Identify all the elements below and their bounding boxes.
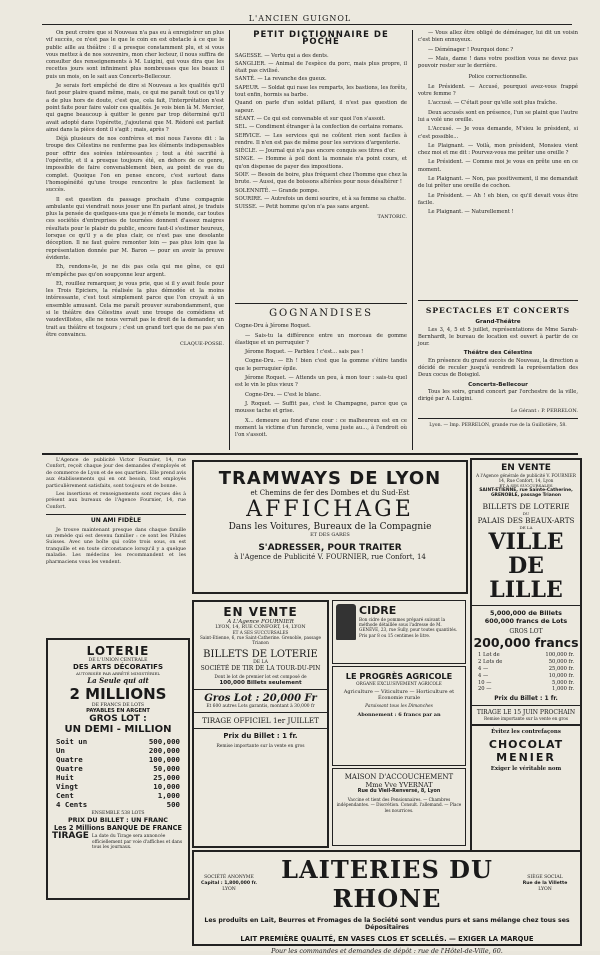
column-rule bbox=[229, 30, 230, 450]
joke-paragraph: — Déménager ! Pourquoi donc ? bbox=[428, 46, 514, 53]
dictionary-entry: SANTÉ. — La revanche des gueux. bbox=[235, 76, 327, 83]
joke-paragraph: Le Plaignant. — Non, pas positivement, il me demandait de lui prêter une oreille de cochon. bbox=[418, 176, 578, 190]
en-vente-agence: A L'Agence FOURNIER bbox=[227, 619, 294, 625]
bottle-icon bbox=[336, 604, 356, 640]
laiteries-siege-city: LYON bbox=[538, 887, 552, 892]
en-vente-addr: LYON, 14, RUE CONFORT, 14, LYON bbox=[215, 625, 306, 630]
lille-lots-list bbox=[472, 650, 580, 695]
billets-heading: BILLETS DE LOTERIE bbox=[203, 649, 318, 660]
divider bbox=[194, 728, 327, 729]
progres-agricole-ad bbox=[332, 666, 466, 766]
menier-name: MENIER bbox=[496, 751, 556, 765]
dictionary-entry: Quand on parle d'un soldat pillard, il n'est pas question de sapeur. bbox=[235, 100, 407, 114]
lille-succ: ET A SES SUCCURSALES bbox=[499, 483, 553, 489]
ami-fidele-text: Je trouve maintenant presque dans chaque famille un remède qui est devenu familier : ce sont les Pilules Suisses. Avec une boîte qui coûte trois sous, on est tranquille et en toute circonstance lorsqu'il y a quelque maladie. Les médecins les recommandent et les pharmaciens vous les vendent. bbox=[46, 527, 186, 565]
dictionary-entry: SAGESSE. — Vertu qui a des dents. bbox=[235, 52, 329, 59]
laiteries-line2: LAIT PREMIÈRE QUALITÉ, EN VASES CLOS ET SCELLÉS. — EXIGER LA MARQUE bbox=[240, 935, 534, 943]
gognandises-paragraph: Cogne-Dru. — Eh ! bien c'est que la gomme s'étire tandis que le perruquier épile. bbox=[235, 358, 407, 372]
lot-row bbox=[56, 755, 180, 764]
loterie-title: LOTERIE bbox=[86, 644, 150, 658]
lille-gros: GROS LOT bbox=[509, 628, 543, 636]
tramways-sub: et Chemins de fer des Dombes et du Sud-Est bbox=[250, 489, 410, 497]
lot-value: 1,000 fr. bbox=[552, 686, 574, 693]
celestins-text: En présence du grand succès de Nouveau, la direction a décidé de reculer jusqu'à vendredi la représentation des Deux cocus de Boisgiol. bbox=[418, 357, 578, 379]
loterie-union: DE L'UNION CENTRALE bbox=[88, 658, 148, 663]
tour-remise: Remise importante sur la vente en gros bbox=[216, 744, 305, 749]
tramways-adresser: S'ADRESSER, POUR TRAITER bbox=[258, 543, 402, 553]
grand-theatre-text: Les 3, 4, 5 et 5 juillet, représentations de Mme Sarah-Bernhardt, le bureau de location est ouvert à partir de ce jour. bbox=[418, 326, 578, 348]
grand-theatre-heading: Grand-Théâtre bbox=[475, 319, 521, 326]
lot-row bbox=[478, 652, 574, 659]
loterie-lots-list bbox=[48, 735, 188, 811]
lot-label: 4 — bbox=[478, 666, 489, 672]
column-rule bbox=[412, 30, 413, 450]
lot-label: 10 — bbox=[478, 679, 492, 686]
lot-label: 4 Cents bbox=[56, 800, 88, 809]
lille-billets: BILLETS DE LOTERIE bbox=[482, 502, 570, 512]
lot-label: Quatre bbox=[56, 755, 83, 764]
bellecour-text: Tous les soirs, grand concert par l'orchestre de la ville, dirigé par A. Luigini. bbox=[418, 388, 578, 403]
laiteries-right bbox=[514, 875, 576, 893]
billets-de-la: DE LA bbox=[253, 660, 268, 665]
tour-tirage: TIRAGE OFFICIEL 1er JUILLET bbox=[202, 716, 319, 725]
societe-name: SOCIÉTÉ DE TIR DE LA TOUR-DU-PIN bbox=[200, 665, 321, 672]
fournier-agency-ad bbox=[46, 458, 186, 614]
gognandises-section bbox=[235, 308, 407, 450]
loterie-garantis: Les 2 Millions BANQUE DE FRANCE bbox=[53, 824, 183, 832]
printer-line: Lyon. — Imp. PERRELON, grande rue de la Guillotière, 58. bbox=[429, 422, 567, 428]
lot-row bbox=[56, 746, 180, 755]
societe-compose: Dont le lot de premier lot est composé de bbox=[214, 675, 307, 680]
lot-row bbox=[478, 686, 574, 693]
dictionary-entry: SUISSE. — Petit homme qu'on n'a pas sans argent. bbox=[235, 204, 370, 211]
progres-agri: Agriculture — Viticulture — Horticulture et Économie rurale bbox=[343, 689, 455, 701]
laiteries-line3: Pour les commandes et demandes de dépôt : rue de l'Hôtel-de-Ville, 60. bbox=[271, 947, 503, 955]
lot-value: 50,000 fr. bbox=[548, 659, 574, 666]
en-vente-succ: ET A SES SUCCURSALES bbox=[232, 630, 289, 635]
cidre-block bbox=[333, 601, 465, 643]
loterie-payables: PAYABLES EN ARGENT bbox=[86, 708, 150, 714]
laiteries-siege-addr: Rue de la Villette bbox=[522, 881, 568, 886]
progres-organe: ORGANE EXCLUSIVEMENT AGRICOLE bbox=[356, 681, 442, 686]
page-header: L'ANCIEN GUIGNOL bbox=[248, 14, 352, 23]
divider bbox=[418, 418, 578, 419]
lille-st: SAINT-ETIENNE, rue Sainte-Catherine, GRENOBLE, passage Trianon bbox=[479, 488, 573, 499]
jokes-column bbox=[418, 30, 578, 330]
lille-prix: Prix du Billet : 1 fr. bbox=[494, 695, 558, 703]
lot-value: 1,000 bbox=[157, 791, 180, 800]
divider bbox=[194, 712, 327, 713]
lille-palais: PALAIS DES BEAUX-ARTS bbox=[477, 516, 575, 526]
lille-gros-val: 200,000 francs bbox=[473, 635, 579, 651]
gognandises-paragraph: Cogne-Dru. — C'est le blanc. bbox=[245, 391, 321, 398]
joke-paragraph: Deux accusés sont en présence, l'un se plaint que l'autre lui a volé une oreille. bbox=[418, 109, 578, 123]
lot-label: 20 — bbox=[478, 686, 492, 693]
loterie-tirage-block bbox=[48, 832, 188, 853]
cidre-ad bbox=[332, 600, 466, 664]
lot-row bbox=[478, 680, 574, 687]
lot-row bbox=[478, 659, 574, 666]
joke-paragraph: — Mais, dame ! dans votre position vous ne devez pas pouvoir rester sur le derrière. bbox=[418, 55, 578, 70]
joke-paragraph: Le Plaignant. — Voilà, mon président, Monsieu vient chez moi et me dit : Pourvez-vous me prêter une oreille ? bbox=[418, 142, 578, 157]
lille-du: DU bbox=[522, 511, 530, 517]
lot-row bbox=[56, 773, 180, 782]
laiteries-lyon: LYON bbox=[222, 887, 236, 892]
progres-parait: Paraissant tous les Dimanches bbox=[365, 704, 433, 709]
gognandises-paragraph: Jérome Roquet. — Parbleu ! c'est... sais pas ! bbox=[245, 349, 364, 356]
section-rule bbox=[235, 303, 407, 304]
loterie-prix: PRIX DU BILLET : UN FRANC bbox=[67, 816, 168, 824]
lille-ville: VILLE DE LILLE bbox=[488, 529, 564, 604]
lot-value: 25,000 fr. bbox=[548, 666, 574, 672]
lot-row bbox=[56, 764, 180, 773]
ami-fidele-title: UN AMI FIDÈLE bbox=[90, 517, 142, 525]
laiteries-capital: Capital : 1,800,000 fr. bbox=[200, 881, 258, 886]
lille-billets-count: 5,000,000 de Billets bbox=[490, 609, 562, 618]
loterie-arts-decoratifs-ad bbox=[46, 638, 190, 900]
bellecour-heading: Concerts-Bellecour bbox=[468, 381, 528, 388]
gognandises-paragraph: — Sais-tu la différence entre un morceau de gomme élastique et un perruquier ? bbox=[235, 332, 407, 346]
tour-prix: Prix du Billet : 1 fr. bbox=[223, 732, 298, 740]
lille-lots-total: 600,000 francs de Lots bbox=[484, 617, 568, 626]
review-paragraph: Je serais fort empêché de dire si Nouveau a les qualités qu'il faut pour plaire quand même, mais, ce qui me paraît tout ce qu'il y a de plus hors de doute, c'est que, cela fait, l'interprétation n'est point faite pour faire valoir ces qualités. Je vois bien là M. Mercier, qui gagne beaucoup à quitter le genre par trop déterminé qu'il avait adopté dans l'opérette, j'ajouterai que M. Rédoré est parfait ainsi dans la pièce dont il s'agit ; mais, après ? bbox=[46, 83, 224, 133]
lot-row bbox=[56, 800, 180, 809]
lot-value: 500 bbox=[166, 800, 180, 809]
gognandises-paragraph: Cogne-Dru à Jérome Roquet. bbox=[235, 323, 311, 330]
dictionary-entry: SANGLIER. — Animal de l'espèce du porc, mais plus propre, il était pas civilisé. bbox=[235, 60, 407, 75]
review-paragraph: Il est question du passage prochain d'une compagnie ambulante qui viendrait nous jouer une En parlant ainsi, je traduis plus la pensée de quelques-uns que je n'émets le monde, car toutes ces sociétés d'entreprises de tournées donnent d'assez maigres résultats pour le plaisir du public, encore faut-il s'estimer heureux, lorsque ce qu'il y a de plus clair, ce n'est pas une desolante déception. Il ne faut guère remonter loin — pas plus loin que la représentation donnée par M. Baron — pour en avoir la preuve évidente. bbox=[46, 196, 224, 261]
societe-lots: 100,000 Billets seulement bbox=[219, 680, 302, 686]
dictionary-signature: TANTORIC. bbox=[377, 213, 407, 220]
lot-value: 10,000 bbox=[153, 782, 180, 791]
gognandises-title: GOGNANDISES bbox=[269, 308, 373, 319]
lot-row bbox=[56, 782, 180, 791]
lot-label: Un bbox=[56, 746, 65, 755]
tramways-dans: Dans les Voitures, Bureaux de la Compagnie bbox=[228, 522, 432, 532]
joke-paragraph: Le Plaignant. — Naturellement ! bbox=[428, 209, 514, 216]
header-rule bbox=[42, 24, 572, 25]
cidre-text: Bon cidre de pommes préparé suivant la méthode détaillée sous l'adresse de M. GENÈVE, 23, rue Sully, pour toutes quantités. Pris par 8 ou 15 centimes le litre. bbox=[359, 617, 458, 638]
dictionary-entry: SÉANT. — Ce qui est convenable et sur quoi l'on s'assoit. bbox=[235, 115, 386, 122]
dictionary-entry: SOURIRE. — Autrefois un demi sourire, et à sa femme sa chatte. bbox=[235, 195, 406, 202]
review-paragraph: Et, rouillez remarquer, je vous prie, que si il y avait foule pour les Trois Epiciers, la réalisée la plus démodée et la moins intéressante, c'est tout simplement parce que l'on croyait à un ensemble amusant. Cela me paraît prouver surabondamment, que si le théâtre des Célestins avait une troupe de comédiens et vaudevillistes, elle ne nous verrait pas le droit de la demander, un trait au théâtre et toujours ; c'est un grand tort que de ne pas s'en être convaincu. bbox=[46, 280, 224, 338]
lot-value: 5,000 fr. bbox=[552, 679, 574, 686]
maison-title: MAISON D'ACCOUCHEMENT bbox=[344, 773, 454, 781]
lot-row bbox=[478, 666, 574, 673]
joke-paragraph: Police correctionnelle. bbox=[468, 74, 528, 81]
lot-label: Soit un bbox=[56, 737, 88, 746]
dictionary-entry: SINGE. — Homme à poil dont la monnaie n'a point cours, et qu'on dispense de payer des impositions. bbox=[235, 156, 407, 170]
progres-abonnement: Abonnement : 6 francs par an bbox=[357, 712, 441, 718]
loterie-ensemble: ENSEMBLE 538 LOTS bbox=[91, 811, 145, 816]
lille-de-la: DE LA bbox=[519, 525, 533, 531]
lot-row bbox=[56, 737, 180, 746]
lot-label: Cent bbox=[56, 791, 74, 800]
cidre-title: CIDRE bbox=[359, 604, 397, 617]
laiteries-title: LAITERIES DU RHONE bbox=[281, 855, 493, 913]
lot-label: 1 Lot de bbox=[478, 652, 500, 659]
tour-gros-lot: Gros Lot : 20,000 Fr bbox=[204, 693, 317, 704]
fournier-text: L'Agence de publicité Victor Fournier, 14, rue Confort, reçoit chaque jour des demandes d'employés et de commerce de Lyon et de ses quartiers. Elle prend avis aux établissements qui en ont besoin, tout employés particulièrement satisfaits, sont toujours et de bonne. bbox=[46, 458, 186, 489]
joke-paragraph: L'Accusé. — Je vous demande, M'sieu le président, si c'est possible... bbox=[418, 126, 578, 140]
section-rule bbox=[418, 300, 578, 301]
gognandises-paragraph: Jérome Roquet. — Attends un peu, à mon tour : sais-tu quel est le vin le plus vieux ? bbox=[235, 375, 407, 389]
review-paragraph: Déjà plusieurs de nos confrères et moi nous l'avons dit : la troupe des Célestins ne renferme pas les éléments indispensables pour offrir des soirées intéressantes ; tout a été sacrifié à l'opérette, et il a presque toujours été, en dehors de ce genre, impossible de faire convenablement bien, au point de vue du complet. Quoique l'on en pense encore, c'est surtout dans l'homogénéité qu'une troupe rencontre le plus facilement le succès. bbox=[46, 136, 224, 194]
maison-text: Vaccine et tient des Pensionnaires. — Chambres indépendantes. — Discrétion. Consult. l'allemand. — Place les nourrices. bbox=[336, 797, 462, 813]
review-paragraph: On peut croire que si Nouveau n'a pas eu à enregistrer un plus vif succès, ce n'est pas le que le coin en est obstacle à ce que le public aille au théâtre : il a presque constamment plu, et si vous vous mettez à de nos souvenirs, mon cher lecteur, il nous suffira de consulter des renseignements à M. Luigini, qui vous dira que les recettes jours sont infiniment plus nombreuses que les beaux il puis un mois, on le sait aux Concerts-Bellecour. bbox=[46, 30, 224, 80]
menier-exiger: Exiger le véritable nom bbox=[490, 766, 562, 773]
divider bbox=[472, 605, 580, 606]
joke-paragraph: Le Président. — Ah ! eh bien, ce qu'il devait vous être facile. bbox=[418, 192, 578, 206]
joke-paragraph: Le Président. — Comme moi je vous en prête une en ce moment. bbox=[418, 159, 578, 173]
tour-autres-lots: Et 600 autres Lots garantis, montant à 30,000 fr bbox=[206, 704, 315, 709]
dictionary-entry: SEL. — Condiment étranger à la confection de certains romans. bbox=[235, 124, 404, 131]
spectacles-section bbox=[418, 304, 578, 452]
lot-value: 50,000 bbox=[153, 764, 180, 773]
lot-label: Vingt bbox=[56, 782, 79, 791]
menier-evitez: Évitez les contrefaçons bbox=[491, 729, 561, 736]
gognandises-paragraph: J. Roquet. — Suffit pas, c'est le Champagne, parce que ça mousse tache et grise. bbox=[235, 400, 407, 415]
loterie-francs: DE FRANCS DE LOTS bbox=[91, 703, 145, 708]
lot-value: 100,000 fr. bbox=[545, 652, 574, 659]
tramways-gares: ET DES GARES bbox=[310, 532, 350, 538]
ads-separator bbox=[42, 453, 578, 455]
loterie-gros-lot: GROS LOT : bbox=[89, 714, 147, 724]
lot-label: Quatre bbox=[56, 764, 83, 773]
affichage-heading: AFFICHAGE bbox=[246, 497, 414, 522]
loterie-autorisee: AUTORISÉE PAR ARRÊTÉ MINISTÉRIEL bbox=[75, 671, 161, 676]
dictionary-section bbox=[235, 30, 407, 300]
review-paragraph: Eh, rendons-le, je ne dis pas cela qui me gêne, ce qui m'empêche pas qu'on soupçonne leur argent. bbox=[46, 264, 224, 278]
lot-value: 100,000 bbox=[148, 755, 180, 764]
laiteries-left bbox=[198, 875, 260, 893]
gognandises-paragraph: X... demeure au fond d'une cour : ce malheureux est en ce moment la victime d'un furoncle, venu juste au..., à l'endroit où l'on s'assoit. bbox=[235, 417, 407, 439]
lot-row bbox=[56, 791, 180, 800]
lot-value: 25,000 bbox=[153, 773, 180, 782]
lille-text: A l'Agence générale de publicité V. FOURNIER 14, Rue Confort, 14, Lyon bbox=[476, 473, 576, 484]
lille-en-vente: EN VENTE bbox=[501, 463, 551, 473]
joke-paragraph: L'accusé. — C'était pour qu'elle soit plus fraîche. bbox=[428, 100, 558, 107]
maison-accouchement-ad bbox=[332, 768, 466, 846]
loterie-tirage: TIRAGE bbox=[52, 831, 89, 841]
loterie-tour-du-pin-ad bbox=[192, 600, 329, 848]
en-vente-title: EN VENTE bbox=[223, 605, 298, 619]
lot-row bbox=[478, 673, 574, 680]
dictionary-entry: SAPEUR. — Soldat qui rase les remparts, les bastions, les forêts, tout enfin, hormis sa barbe. bbox=[235, 84, 407, 99]
divider bbox=[46, 514, 186, 515]
loterie-millions: 2 MILLIONS bbox=[69, 685, 167, 703]
maison-addr: Rue du Vieil-Renversé, 8, Lyon bbox=[357, 789, 441, 794]
lot-value: 500,000 bbox=[148, 737, 180, 746]
fournier-text-2: Les insertions et renseignements sont reçues dès à présent aux bureaux de l'Agence Fournier, 14, rue Confort. bbox=[46, 492, 186, 510]
celestins-heading: Théâtre des Célestins bbox=[463, 350, 533, 357]
lille-remise: Remise importante sur la vente en gros bbox=[483, 716, 569, 722]
loterie-tirage-text: La date du Tirage sera annoncée officiellement par voie d'affiches et dans tous les journaux. bbox=[91, 834, 183, 851]
divider bbox=[472, 724, 580, 726]
tramways-agence: à l'Agence de Publicité V. FOURNIER, rue Confort, 14 bbox=[234, 553, 426, 561]
spectacles-title: SPECTACLES ET CONCERTS bbox=[425, 306, 571, 315]
lot-value: 200,000 bbox=[148, 746, 180, 755]
loterie-ville-de-lille-ad bbox=[470, 458, 582, 852]
dictionary-entry: SOIF. — Besoin de boire, plus fréquent chez l'homme que chez la brute. — Aussi, que de boissons altérées pour nous désaltérer ! bbox=[235, 172, 407, 186]
lot-value: 10,000 fr. bbox=[548, 672, 574, 679]
joke-paragraph: Le Président. — Accusé, pourquoi avez-vous frappé votre femme ? bbox=[418, 83, 578, 98]
en-vente-succ2: Saint-Etienne, 6, rue Saint-Catherine. Grenoble, passage Trianon bbox=[200, 635, 321, 645]
lot-label: 2 Lots de bbox=[478, 659, 503, 666]
maison-name: Mme Vve YVERNAT bbox=[365, 781, 433, 789]
dictionary-title: PETIT DICTIONNAIRE DE POCHE bbox=[253, 30, 389, 48]
laiteries-line1: Les produits en Lait, Beurres et Fromages de la Société sont vendus purs et sans mélange chez tous ses Dépositaires bbox=[204, 917, 570, 931]
dictionary-entry: SOLENNITÉ. — Grande pompe. bbox=[235, 187, 320, 194]
review-signature: CLAQUE-POSSE. bbox=[180, 341, 224, 348]
loterie-demi-million: UN DEMI - MILLION bbox=[64, 724, 172, 735]
lot-label: 4 — bbox=[478, 672, 489, 679]
theatre-review-column bbox=[46, 30, 224, 450]
divider bbox=[194, 689, 327, 690]
loterie-arts: DES ARTS DÉCORATIFS bbox=[73, 663, 163, 671]
dictionary-entry: SIÈCLE. — Journal qui n'a pas encore conquis ses titres d'or. bbox=[235, 148, 396, 155]
loterie-seule: La Seule qui ait bbox=[87, 676, 149, 685]
lot-label: Huit bbox=[56, 773, 74, 782]
lille-tirage: TIRAGE LE 15 JUIN PROCHAIN bbox=[476, 709, 576, 717]
progres-title: LE PROGRÈS AGRICOLE bbox=[345, 671, 453, 681]
divider bbox=[472, 705, 580, 706]
tramways-affichage-ad bbox=[192, 460, 468, 594]
dictionary-entry: SERVICE. — Les services qui ne coûtent rien sont faciles à rendre. Il n'en est pas de même pour les services d'argenterie. bbox=[235, 132, 407, 146]
joke-paragraph: — Vous allez être obligé de déménager, lui dit un voisin c'est bien ennuyeux. bbox=[418, 30, 578, 44]
laiteries-siege: SIÈGE SOCIAL bbox=[527, 875, 563, 880]
laiteries-header bbox=[194, 852, 580, 913]
laiteries-du-rhone-ad bbox=[192, 850, 582, 955]
menier-chocolat: CHOCOLAT bbox=[488, 738, 564, 752]
tramways-title: TRAMWAYS DE LYON bbox=[218, 468, 442, 489]
gerant-signature: Le Gérant : P. PERRELON. bbox=[510, 407, 578, 414]
laiteries-soc: SOCIÉTÉ ANONYME bbox=[204, 875, 254, 880]
